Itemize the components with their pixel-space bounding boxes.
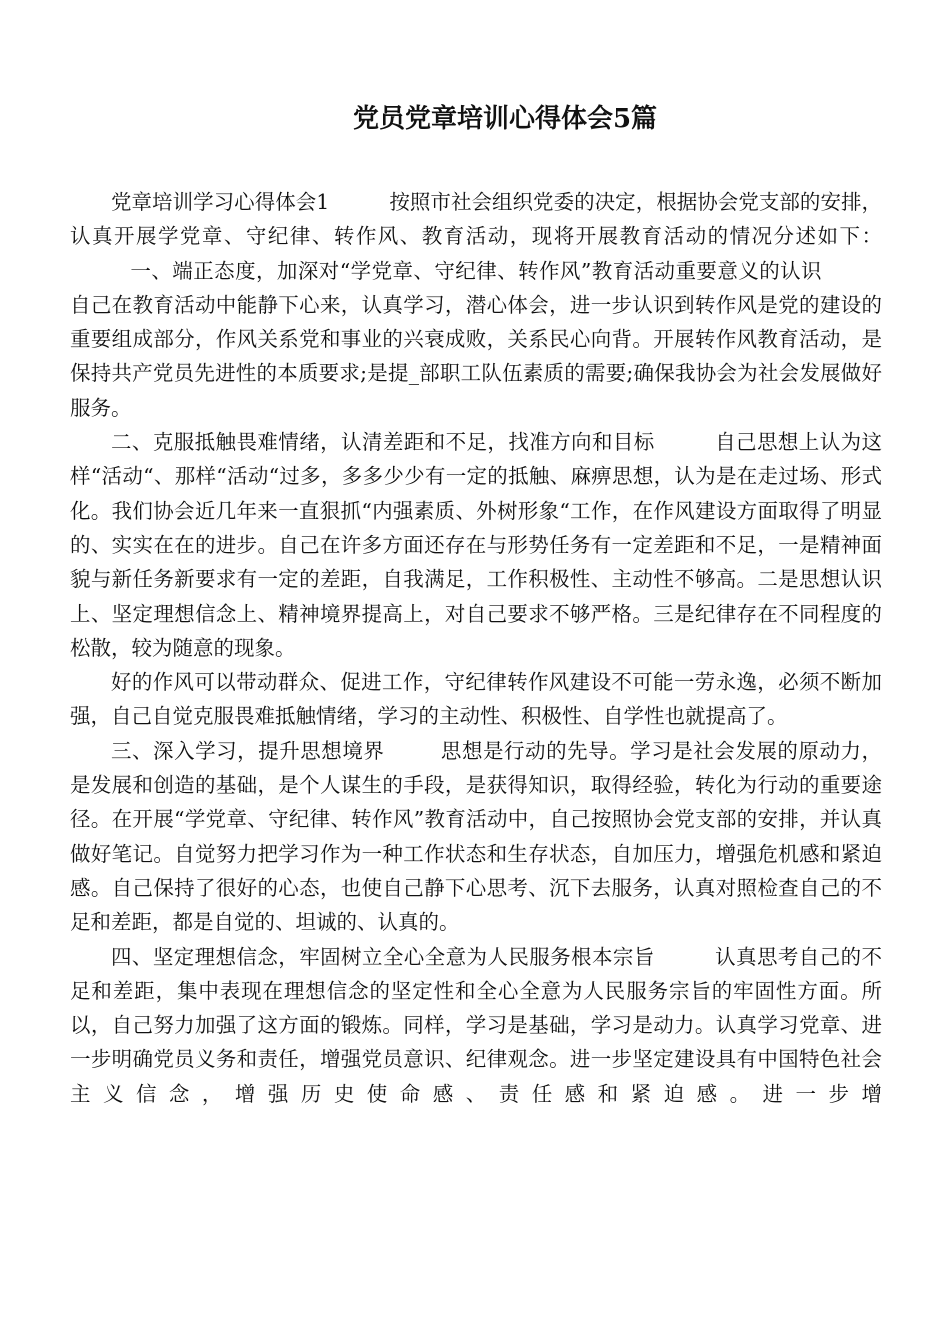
document-body [70,185,882,1111]
paragraph-text: 按照市社会组织党委的决定，根据协会党支部的安排，认真开展学党章、守纪律、转作风、教育活动，现将开展教育活动的情况分述如下： [70,190,882,249]
paragraph-text: 自己在教育活动中能静下心来，认真学习，潜心体会，进一步认识到转作风是党的建设的重要组成部分，作风关系党和事业的兴衰成败，关系民心向背。开展转作风教育活动，是保持共产党员先进性的本质要求;是提_部职工队伍素质的需要;确保我协会为社会发展做好服务。 [70,292,882,420]
paragraph-text: 思想是行动的先导。学习是社会发展的原动力，是发展和创造的基础，是个人谋生的手段，是获得知识，取得经验，转化为行动的重要途径。在开展“学党章、守纪律、转作风”教育活动中，自己按照协会党支部的安排，并认真做好笔记。自觉努力把学习作为一种工作状态和生存状态，自加压力，增强危机感和紧迫感。自己保持了很好的心态，也使自己静下心思考、沉下去服务，认真对照检查自己的不足和差距，都是自觉的、坦诚的、认真的。 [70,738,883,935]
document-title: 党员党章培训心得体会5篇 [352,104,658,134]
paragraph-2 [70,425,882,665]
section-heading: 三、深入学习，提升思想境界 [111,738,385,763]
paragraph-1 [70,185,882,425]
section-heading: 二、克服抵触畏难情绪，认清差距和不足，找准方向和目标 [111,430,655,455]
paragraph-text: 自己思想上认为这样“活动“、那样“活动“过多，多多少少有一定的抵触、麻痹思想，认为是在走过场、形式化。我们协会近几年来一直狠抓“内强素质、外树形象“工作，在作风建设方面取得了明显的、实实在在的进步。自己在许多方面还存在与形势任务有一定差距和不足，一是精神面貌与新任务新要求有一定的差距，自我满足，工作积极性、主动性不够高。二是思想认识上、坚定理想信念上、精神境界提高上，对自己要求不够严格。三是纪律存在不同程度的松散，较为随意的现象。 [70,430,883,660]
section-heading: 党章培训学习心得体会1 [111,190,330,214]
section-heading: 一、端正态度，加深对“学党章、守纪律、转作风”教育活动重要意义的认识 [130,258,822,283]
paragraph-text: 好的作风可以带动群众、促进工作，守纪律转作风建设不可能一劳永逸，必须不断加强，自己自觉克服畏难抵触情绪，学习的主动性、积极性、自学性也就提高了。 [70,670,882,729]
paragraph-5 [70,940,882,1111]
paragraph-3 [70,665,882,734]
paragraph-text: 认真思考自己的不足和差距，集中表现在理想信念的坚定性和全心全意为人民服务宗旨的牢固性方面。所以，自己努力加强了这方面的锻炼。同样，学习是基础，学习是动力。认真学习党章、进一步明确党员义务和责任，增强党员意识、纪律观念。进一步坚定建设具有中国特色社会主义信念，增强历史使命感、责任感和紧迫感。进一步增 [70,944,883,1106]
paragraph-4 [70,734,882,940]
section-heading: 四、坚定理想信念，牢固树立全心全意为人民服务根本宗旨 [111,944,655,969]
